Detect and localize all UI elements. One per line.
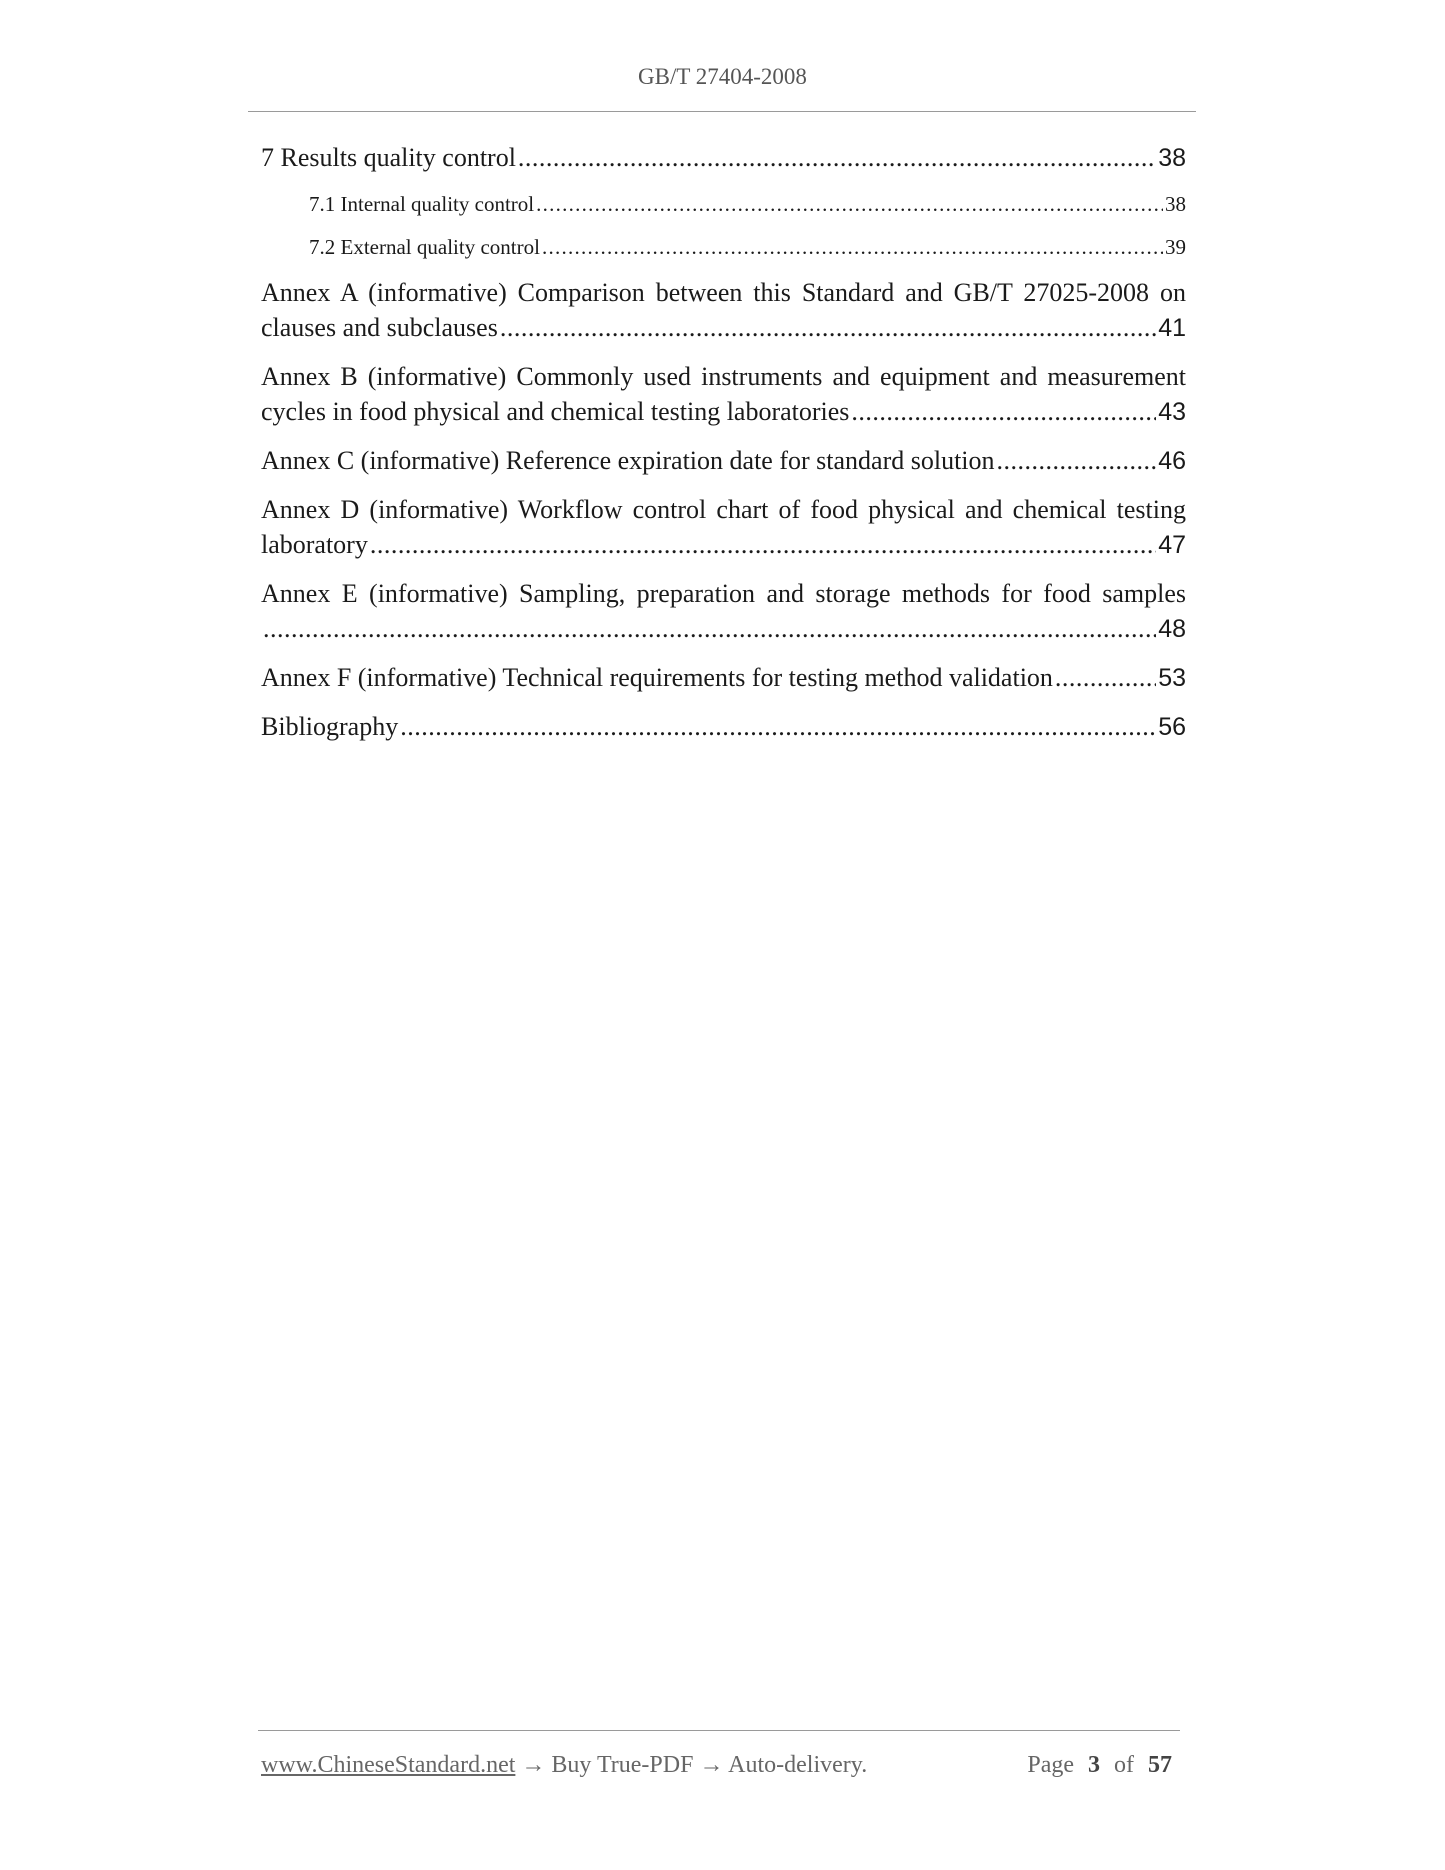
page-label: Page — [1027, 1752, 1074, 1778]
dot-leader — [518, 140, 1156, 175]
footer-divider — [258, 1730, 1180, 1731]
toc-entry-annex-c[interactable] — [261, 443, 1186, 479]
dot-leader — [400, 709, 1156, 744]
toc-page-number: 47 — [1158, 531, 1186, 559]
toc-page-number: 48 — [1158, 615, 1186, 643]
toc-page-number: 56 — [1158, 713, 1186, 741]
toc-entry-title: 7.2 External quality control — [309, 235, 540, 259]
delivery-text: Auto-delivery. — [728, 1752, 868, 1778]
toc-page-number: 39 — [1165, 235, 1186, 259]
arrow-right-icon: → — [521, 1752, 546, 1778]
toc-entry-title: Bibliography — [261, 712, 399, 741]
buy-text: Buy True-PDF — [551, 1752, 694, 1778]
table-of-contents — [261, 140, 1186, 758]
toc-entry-title-cont: cycles in food physical and chemical testing laboratories — [261, 397, 850, 426]
total-pages: 57 — [1148, 1752, 1172, 1778]
toc-entry-annex-b[interactable] — [261, 359, 1186, 430]
toc-entry-title: Annex F (informative) Technical requirements for testing method validation — [261, 663, 1053, 692]
toc-page-number: 46 — [1158, 447, 1186, 475]
header-divider — [248, 111, 1196, 112]
dot-leader — [1055, 660, 1156, 695]
toc-entry-7[interactable] — [261, 140, 1186, 176]
arrow-right-icon: → — [699, 1752, 724, 1778]
toc-entry-title: Annex A (informative) Comparison between this Standard and GB/T 27025-2008 on — [261, 278, 1186, 307]
footer-promo — [261, 1752, 867, 1779]
toc-entry-7-1[interactable] — [261, 189, 1186, 219]
dot-leader — [851, 394, 1156, 429]
of-label: of — [1114, 1752, 1134, 1778]
dot-leader — [263, 611, 1156, 646]
toc-entry-annex-f[interactable] — [261, 660, 1186, 696]
page-indicator — [1023, 1752, 1176, 1779]
dot-leader — [500, 310, 1156, 345]
dot-leader — [542, 232, 1163, 262]
toc-page-number: 41 — [1158, 314, 1186, 342]
toc-entry-title-cont: laboratory — [261, 530, 368, 559]
page-footer — [261, 1752, 1176, 1779]
dot-leader — [370, 527, 1156, 562]
toc-page-number: 38 — [1158, 144, 1186, 172]
page-header: GB/T 27404-2008 — [638, 64, 807, 89]
dot-leader — [536, 189, 1163, 219]
toc-entry-title: Annex E (informative) Sampling, preparation and storage methods for food samples — [261, 579, 1186, 608]
toc-page-number: 38 — [1165, 192, 1186, 216]
toc-entry-7-2[interactable] — [261, 232, 1186, 262]
website-link[interactable]: www.ChineseStandard.net — [261, 1752, 516, 1778]
toc-entry-title: Annex C (informative) Reference expiration date for standard solution — [261, 446, 995, 475]
toc-entry-annex-d[interactable] — [261, 492, 1186, 563]
toc-entry-title: Annex D (informative) Workflow control chart of food physical and chemical testing — [261, 495, 1186, 524]
toc-page-number: 43 — [1158, 398, 1186, 426]
toc-page-number: 53 — [1158, 664, 1186, 692]
toc-entry-annex-e[interactable] — [261, 576, 1186, 647]
toc-entry-title: Annex B (informative) Commonly used instruments and equipment and measurement — [261, 362, 1186, 391]
toc-entry-title: 7 Results quality control — [261, 143, 516, 172]
current-page: 3 — [1088, 1752, 1100, 1778]
toc-entry-bibliography[interactable] — [261, 709, 1186, 745]
toc-entry-title: 7.1 Internal quality control — [309, 192, 535, 216]
dot-leader — [997, 443, 1157, 478]
toc-entry-annex-a[interactable] — [261, 275, 1186, 346]
toc-entry-title-cont: clauses and subclauses — [261, 313, 498, 342]
